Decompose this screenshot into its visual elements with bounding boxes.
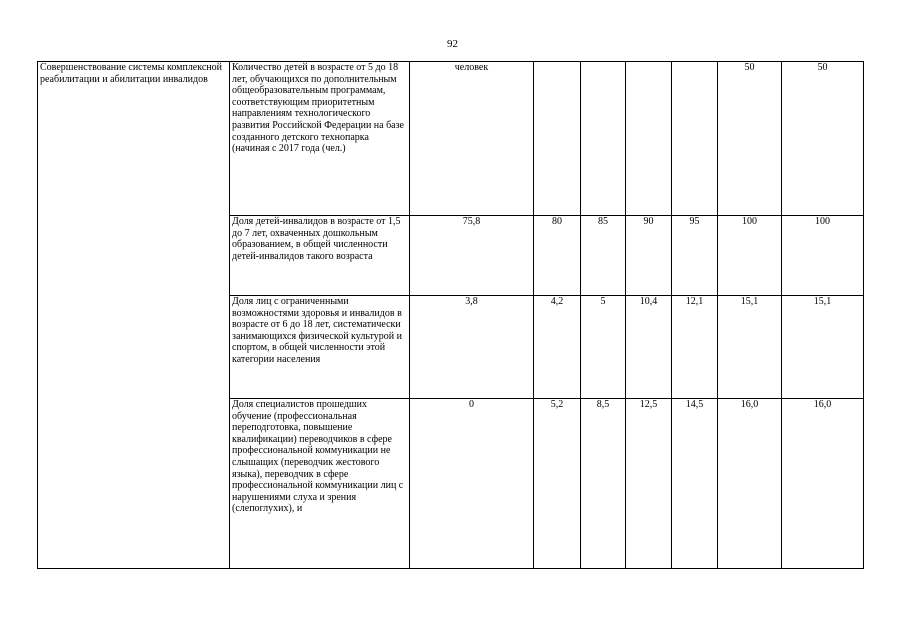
value-cell: 90 (626, 216, 672, 296)
indicator-cell: Доля детей-инвалидов в возрасте от 1,5 до 7 лет, охваченных дошкольным образованием, в общей численности детей-инвалидов такого возраста (230, 216, 410, 296)
value-cell: 3,8 (410, 296, 534, 399)
unit-cell: человек (410, 62, 534, 216)
indicator-cell: Доля лиц с ограниченными возможностями здоровья и инвалидов в возрасте от 6 до 18 лет, систематически занимающихся физической культурой и спортом, в общей численности этой категории населения (230, 296, 410, 399)
value-cell (534, 62, 581, 216)
value-cell: 85 (581, 216, 626, 296)
value-cell: 14,5 (672, 399, 718, 569)
value-cell: 15,1 (782, 296, 864, 399)
indicator-cell: Доля специалистов прошедших обучение (профессиональная переподготовка, повышение квалификации) переводчиков в сфере профессиональной коммуникации не слышащих (переводчик жестового языка), переводчик в сфере профессиональной коммуникации лиц с нарушениями слуха и зрения (слепоглухих), и (230, 399, 410, 569)
value-cell: 5,2 (534, 399, 581, 569)
value-cell: 16,0 (718, 399, 782, 569)
value-cell (581, 62, 626, 216)
indicator-cell: Количество детей в возрасте от 5 до 18 лет, обучающихся по дополнительным общеобразовательным программам, соответствующим приоритетным направлениям технологического развития Российской Федерации на базе созданного детского технопарка (начиная с 2017 года (чел.) (230, 62, 410, 216)
value-cell: 100 (718, 216, 782, 296)
value-cell: 100 (782, 216, 864, 296)
value-cell: 80 (534, 216, 581, 296)
page-number: 92 (447, 38, 458, 50)
value-cell: 4,2 (534, 296, 581, 399)
value-cell: 10,4 (626, 296, 672, 399)
goal-cell: Совершенствование системы комплексной реабилитации и абилитации инвалидов (38, 62, 230, 569)
value-cell: 75,8 (410, 216, 534, 296)
value-cell: 0 (410, 399, 534, 569)
value-cell: 50 (718, 62, 782, 216)
value-cell: 8,5 (581, 399, 626, 569)
value-cell (672, 62, 718, 216)
value-cell: 50 (782, 62, 864, 216)
value-cell (626, 62, 672, 216)
value-cell: 12,5 (626, 399, 672, 569)
value-cell: 5 (581, 296, 626, 399)
value-cell: 16,0 (782, 399, 864, 569)
value-cell: 15,1 (718, 296, 782, 399)
value-cell: 12,1 (672, 296, 718, 399)
table-row (38, 62, 864, 216)
value-cell: 95 (672, 216, 718, 296)
indicators-table (37, 61, 864, 569)
